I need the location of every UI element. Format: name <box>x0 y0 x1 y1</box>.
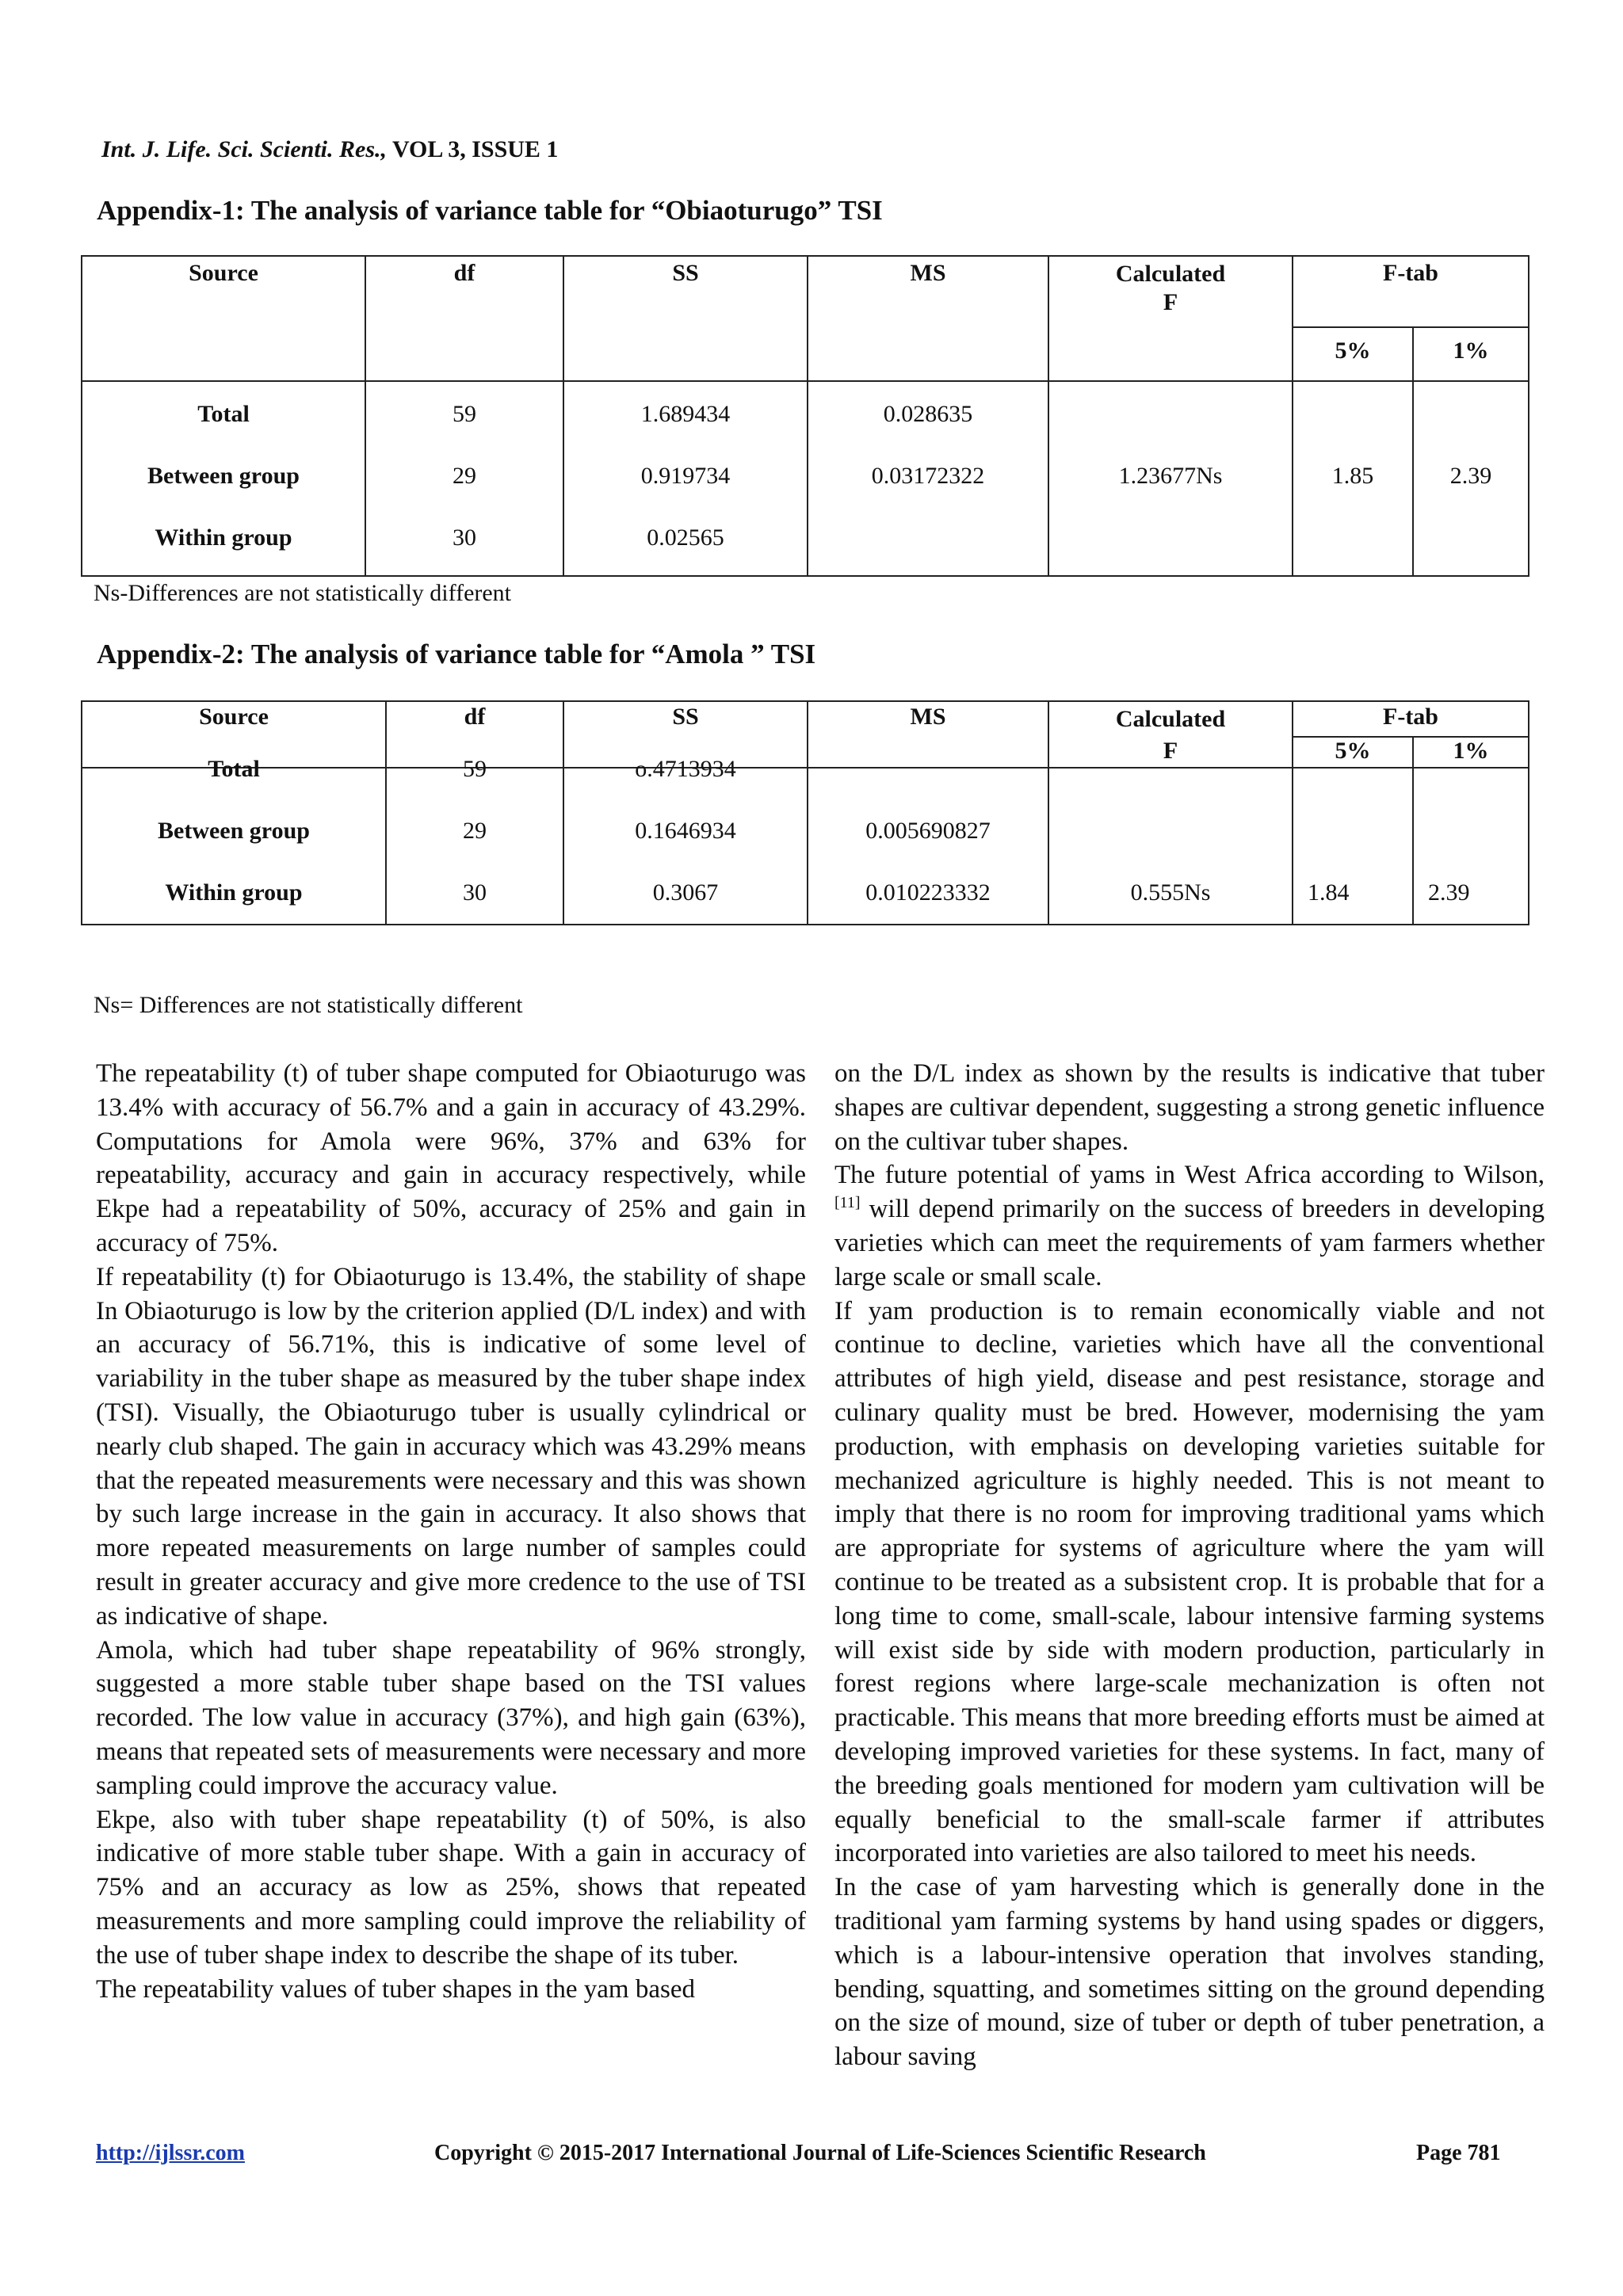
f1-within: 2.39 <box>1428 879 1470 906</box>
df-column <box>386 756 563 925</box>
col-header-5pct: 5% <box>1293 327 1413 381</box>
f-column <box>1048 381 1293 576</box>
ms-between: 0.03172322 <box>871 463 985 489</box>
ss-between: 0.1646934 <box>635 818 736 844</box>
anova-table-obiaoturugo <box>81 255 1529 577</box>
col-header-ms: MS <box>808 701 1048 768</box>
df-between: 29 <box>453 463 476 489</box>
row-label-between: Between group <box>147 463 300 489</box>
journal-name: Int. J. Life. Sci. Scienti. Res., <box>101 136 387 162</box>
f-empty-2 <box>1049 800 1292 862</box>
f-total-empty <box>1049 383 1292 445</box>
paragraph: Ekpe, also with tuber shape repeatability (t) of 50%, is also indicative of more stable tuber shape. With a gain in accuracy of 75% and an accuracy as low as 25%, shows that repeated measurements and more sampling could improve the reliability of the use of tuber shape index to describe the shape of its tuber. <box>96 1805 806 1970</box>
f1-column <box>1413 768 1529 925</box>
col-header-source: Source <box>82 256 365 381</box>
ms-total: 0.028635 <box>883 401 973 427</box>
df-within: 30 <box>463 879 487 906</box>
f5-within: 1.84 <box>1308 879 1350 906</box>
paragraph: If yam production is to remain economically viable and not continue to decline, varieties which have all the conventional attributes of high yield, disease and pest resistance, storage and culinary quality must be bred. However, modernising the yam production, with emphasis on developing varieties suitable for mechanized agriculture is highly needed. This is not meant to imply that there is no room for improving traditional yams which are appropriate for systems of agriculture where the yam will continue to be treated as a subsistent crop. It is probable that for a long time to come, small-scale, labour intensive farming systems will exist side by side with modern production, particularly in forest regions where large-scale mechanization is often not practicable. This means that more breeding efforts must be aimed at developing improved varieties for these systems. In fact, many of the breeding goals mentioned for modern yam cultivation will be equally beneficial to the small-scale farmer if attributes incorporated into varieties are also tailored to meet his needs. <box>834 1296 1545 1868</box>
journal-website-link[interactable]: http://ijlssr.com <box>96 2141 245 2165</box>
paragraph: on the D/L index as shown by the results is indicative that tuber shapes are cultivar dependent, suggesting a strong genetic influence on the cultivar tuber shapes. <box>834 1059 1545 1156</box>
df-total: 59 <box>463 756 487 782</box>
col-header-df: df <box>365 256 563 381</box>
calc-f-label: F <box>1163 738 1178 764</box>
appendix2-note: Ns= Differences are not statistically different <box>94 992 523 1018</box>
ms-total-empty <box>808 738 1048 800</box>
row-label-total: Total <box>197 401 250 427</box>
col-header-df: df <box>386 701 563 768</box>
col-header-ftab: F-tab <box>1293 256 1529 327</box>
text-span: The future potential of yams in West Africa according to Wilson, <box>834 1161 1545 1190</box>
row-label-total: Total <box>208 756 260 782</box>
row-label-between: Between group <box>158 818 310 844</box>
ms-column <box>808 768 1048 925</box>
f1-total-empty <box>1414 383 1528 445</box>
f5-empty-2 <box>1308 800 1412 862</box>
f-empty-1 <box>1049 738 1292 800</box>
anova-table-amola <box>81 700 1529 925</box>
ss-column <box>563 381 808 576</box>
calc-f-label: F <box>1163 289 1178 315</box>
df-within: 30 <box>453 524 476 551</box>
col-header-source: Source <box>82 701 386 768</box>
journal-volume: VOL 3, ISSUE 1 <box>387 136 559 162</box>
f1-empty-2 <box>1428 800 1528 862</box>
appendix1-note: Ns-Differences are not statistically different <box>94 580 512 606</box>
body-left-column <box>96 1057 806 2006</box>
ms-column <box>808 381 1048 576</box>
col-header-calculated-f <box>1048 256 1293 381</box>
paragraph: The repeatability (t) of tuber shape computed for Obiaoturugo was 13.4% with accuracy of 56.7% and a gain in accuracy of 43.29%. Computations for Amola were 96%, 37% and 63% for repeatability, accuracy and gain in accuracy respectively, while Ekpe had a repeatability of 50%, accuracy of 25% and gain in accuracy of 75%. <box>96 1059 806 1257</box>
f5-column <box>1293 768 1413 925</box>
paragraph-with-citation <box>834 1158 1545 1294</box>
appendix2-title: Appendix-2: The analysis of variance table for “Amola ” TSI <box>97 639 816 669</box>
f-within: 0.555Ns <box>1130 879 1211 906</box>
journal-header <box>101 136 558 163</box>
calc-label: Calculated <box>1115 261 1226 287</box>
text-span: will depend primarily on the success of breeders in developing varieties which can meet the requirements of yam farmers whether large scale or small scale. <box>834 1195 1545 1291</box>
col-header-ms: MS <box>808 256 1048 381</box>
ss-total: 1.689434 <box>640 401 731 427</box>
f-column <box>1048 768 1293 925</box>
ss-total: o.4713934 <box>635 756 736 782</box>
df-between: 29 <box>463 818 487 844</box>
row-label-within: Within group <box>165 879 303 906</box>
col-header-5pct: 5% <box>1293 737 1413 768</box>
f5-total-empty <box>1293 383 1412 445</box>
ms-between: 0.005690827 <box>865 818 991 844</box>
f1-column <box>1413 381 1529 576</box>
df-column <box>365 381 563 576</box>
appendix1-title: Appendix-1: The analysis of variance table for “Obiaoturugo” TSI <box>97 195 883 226</box>
col-header-1pct: 1% <box>1413 737 1529 768</box>
paragraph: The repeatability values of tuber shapes in the yam based <box>96 1974 695 2004</box>
calc-label: Calculated <box>1115 706 1226 732</box>
page-number: Page 781 <box>1416 2141 1501 2165</box>
source-column <box>82 756 386 925</box>
df-total: 59 <box>453 401 476 427</box>
source-column <box>82 381 365 576</box>
ss-within: 0.02565 <box>647 524 724 551</box>
citation-ref: [11] <box>834 1194 861 1212</box>
col-header-1pct: 1% <box>1413 327 1529 381</box>
col-header-ss: SS <box>563 701 808 768</box>
paragraph: In the case of yam harvesting which is generally done in the traditional yam farming systems by hand using spades or diggers, which is a labour-intensive operation that involves standing, bending, squatting, and sometimes sitting on the ground depending on the size of mound, size of tuber or depth of tuber penetration, a labour saving <box>834 1873 1545 2072</box>
copyright-notice: Copyright © 2015-2017 International Journal of Life-Sciences Scientific Research <box>434 2141 1206 2165</box>
f-between: 1.23677Ns <box>1118 463 1223 489</box>
ss-between: 0.919734 <box>640 463 731 489</box>
row-label-within: Within group <box>155 524 292 551</box>
paragraph: If repeatability (t) for Obiaoturugo is 13.4%, the stability of shape In Obiaoturugo is low by the criterion applied (D/L index) and with an accuracy of 56.71%, this is indicative of some level of variability in the tuber shape as measured by the tuber shape index (TSI). Visually, the Obiaoturugo tuber is usually cylindrical or nearly club shaped. The gain in accuracy which was 43.29% means that the repeated measurements were necessary and this was shown by such large increase in the gain in accuracy. It also shows that more repeated measurements on large number of samples could result in greater accuracy and give more credence to the use of TSI as indicative of shape. <box>96 1262 806 1630</box>
ms-within: 0.010223332 <box>865 879 991 906</box>
paragraph: Amola, which had tuber shape repeatability of 96% strongly, suggested a more stable tuber shape based on the TSI values recorded. The low value in accuracy (37%), and high gain (63%), means that repeated sets of measurements were necessary and more sampling could improve the accuracy value. <box>96 1635 806 1800</box>
ss-within: 0.3067 <box>652 879 719 906</box>
f5-column <box>1293 381 1413 576</box>
col-header-ftab: F-tab <box>1293 701 1529 737</box>
body-right-column <box>834 1057 1545 2074</box>
col-header-ss: SS <box>563 256 808 381</box>
f5-between: 1.85 <box>1331 463 1374 489</box>
f1-between: 2.39 <box>1449 463 1492 489</box>
ss-column <box>563 756 808 925</box>
